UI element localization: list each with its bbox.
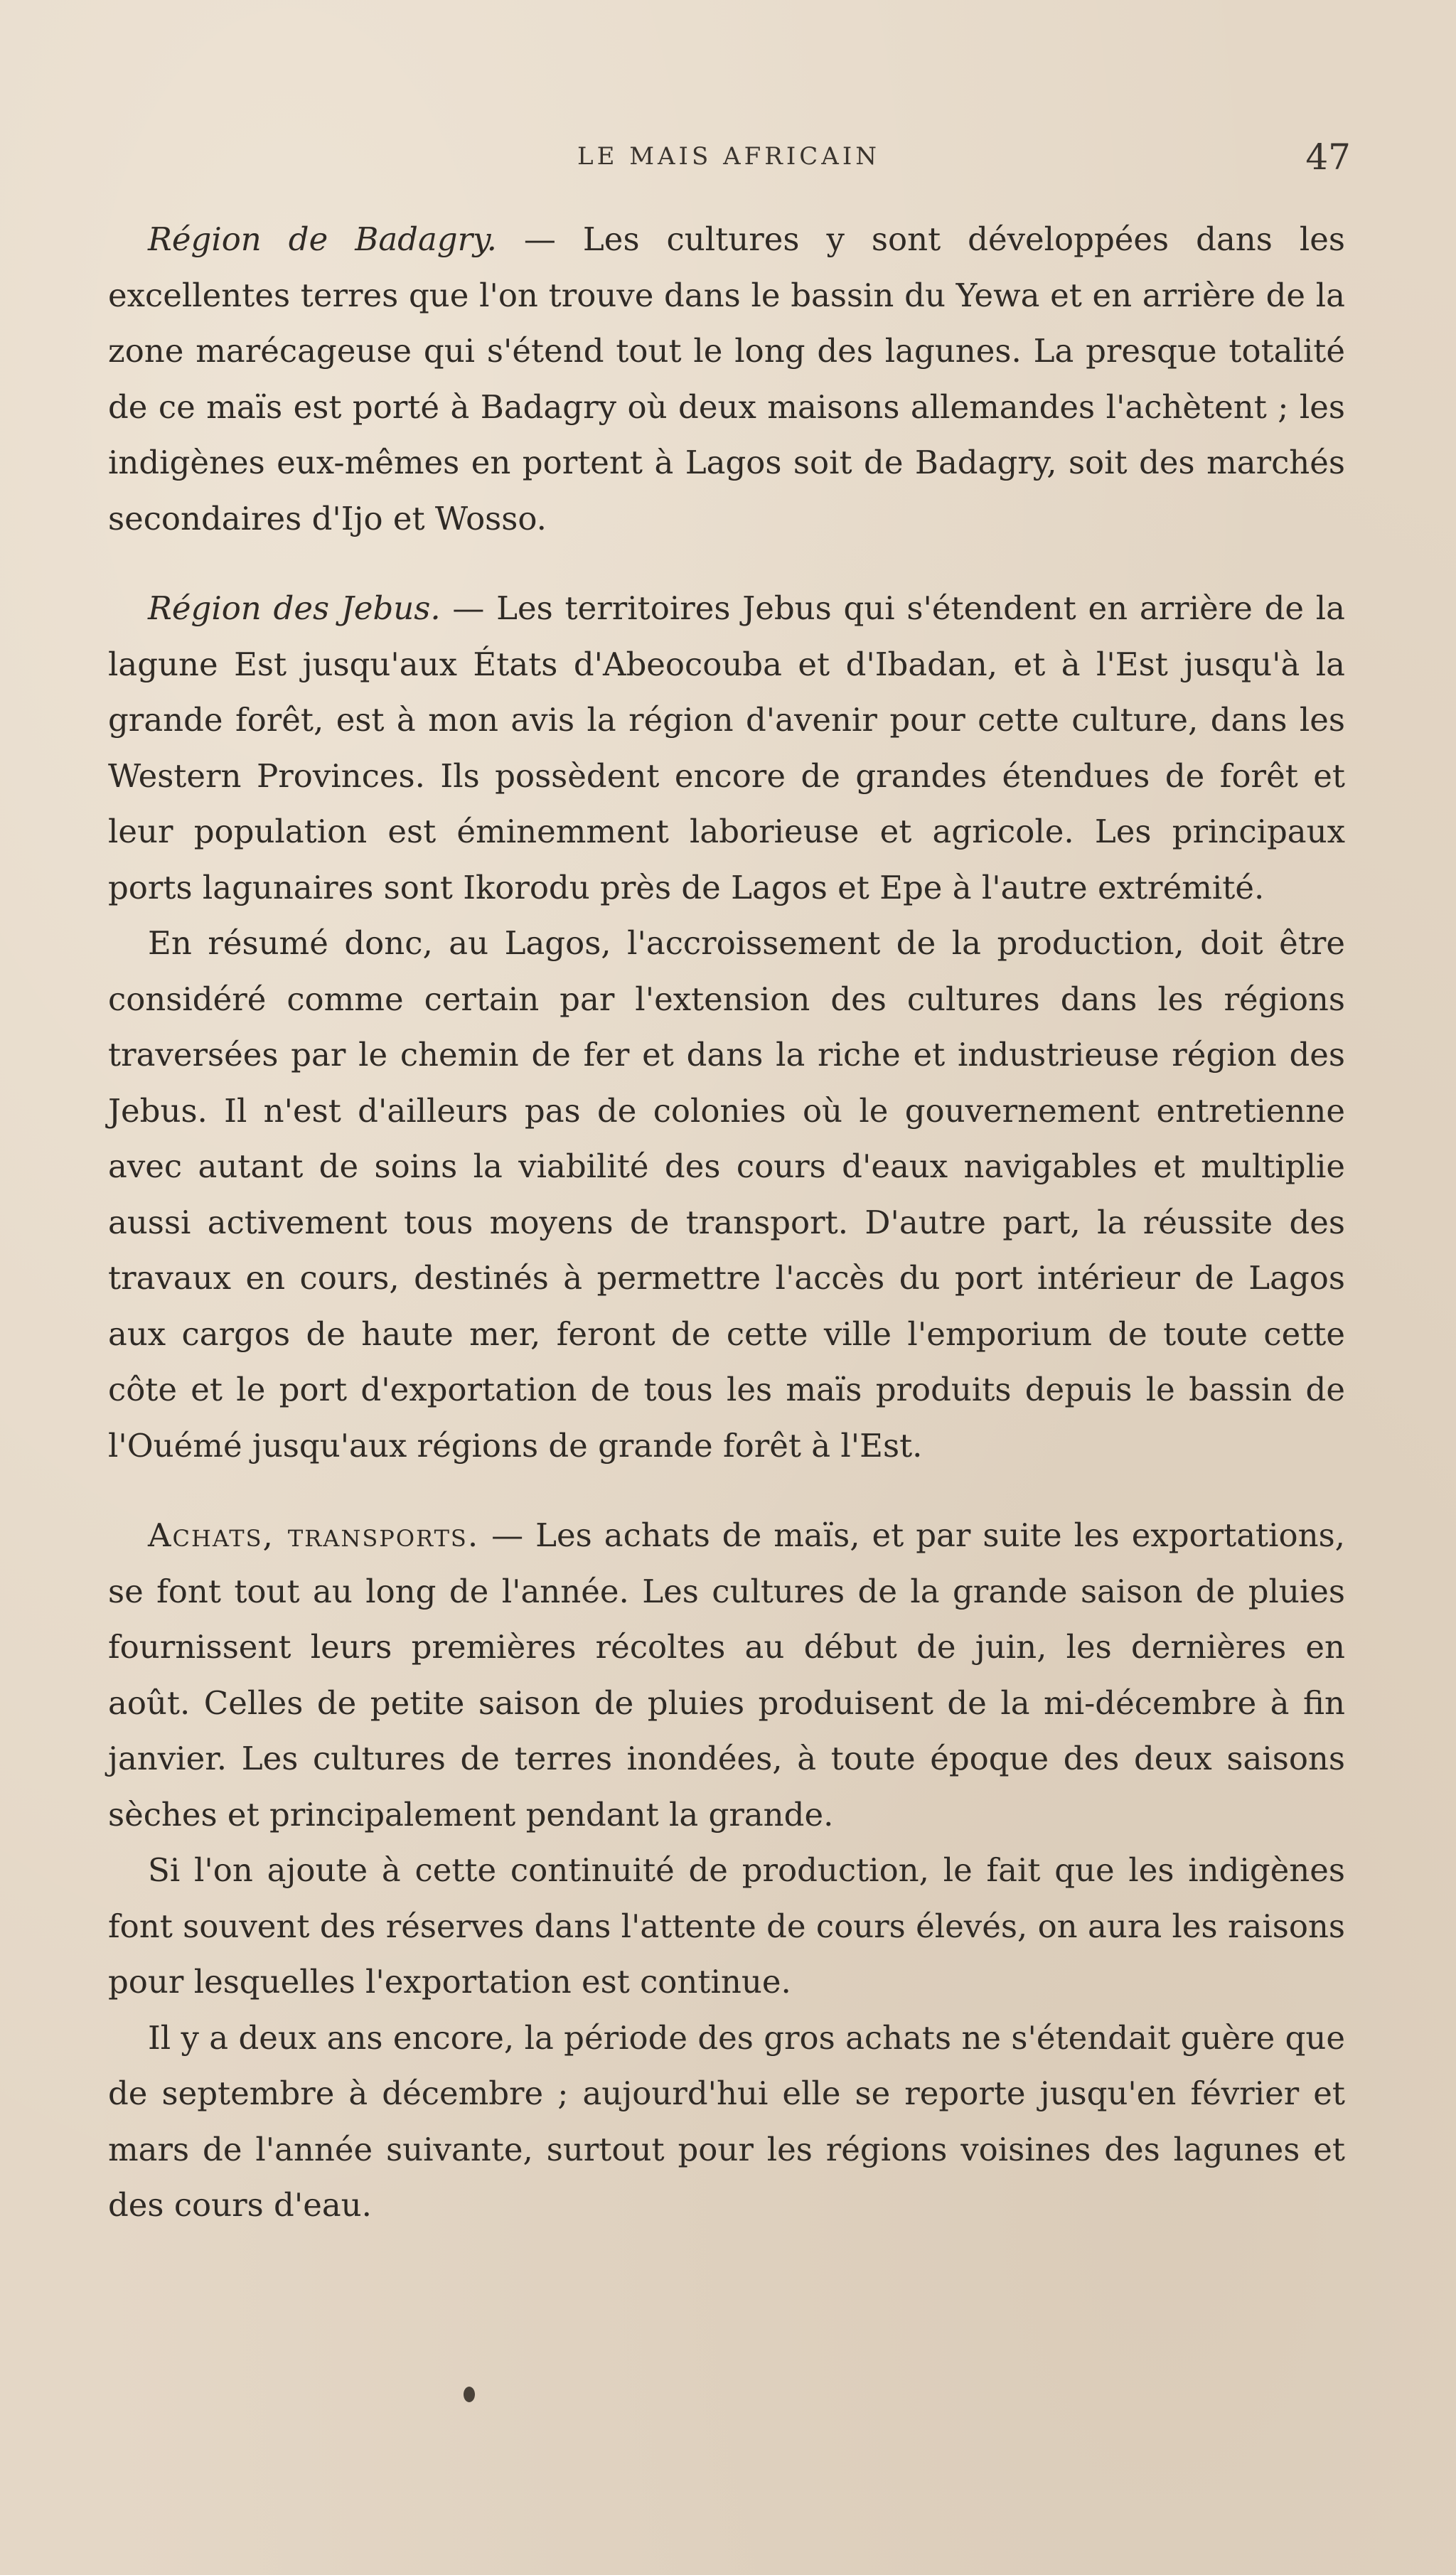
running-head: [107, 136, 1351, 185]
paragraph-jebus: [108, 581, 1345, 916]
running-title: LE MAIS AFRICAIN: [577, 142, 881, 171]
paragraph-text: — Les territoires Jebus qui s'étendent en arrière de la lagune Est jusqu'aux États d'Abeocouba et d'Ibadan, et à l'Est jusqu'à la grande forêt, est à mon avis la région d'avenir pour cette culture, dans les Western Provinces. Ils possèdent encore de grandes étendues de forêt et leur population est éminemment laborieuse et agricole. Les principaux ports lagunaires sont Ikorodu près de Lagos et Epe à l'autre extrémité.: [108, 589, 1345, 906]
paragraph-text: En résumé donc, au Lagos, l'accroissement de la production, doit être considéré comme certain par l'extension des cultures dans les régions traversées par le chemin de fer et dans la riche et industrieuse région des Jebus. Il n'est d'ailleurs pas de colonies où le gouvernement entretienne avec autant de soins la viabilité des cours d'eaux navigables et multiplie aussi activement tous moyens de transport. D'autre part, la réussite des travaux en cours, destinés à permettre l'accès du port intérieur de Lagos aux cargos de haute mer, feront de cette ville l'emporium de toute cette côte et le port d'exportation de tous les maïs produits depuis le bassin de l'Ouémé jusqu'aux régions de grande forêt à l'Est.: [108, 924, 1345, 1465]
paragraph-summary: [108, 916, 1345, 1474]
page-number: 47: [1305, 136, 1351, 178]
ink-dot-ornament: [464, 2387, 475, 2402]
run-in-heading-achats: Achats, transports.: [148, 1516, 480, 1554]
paragraph-achats: [108, 1508, 1345, 1843]
paragraph-text: — Les achats de maïs, et par suite les exportations, se font tout au long de l'année. Les cultures de la grande saison de pluies fournissent leurs premières récoltes au début de juin, les dernières en août. Celles de petite saison de pluies produisent de la mi-décembre à fin janvier. Les cultures de terres inondées, à toute époque des deux saisons sèches et principalement pendant la grande.: [108, 1516, 1345, 1833]
text-body: [108, 212, 1345, 2234]
paragraph-text: Si l'on ajoute à cette continuité de production, le fait que les indigènes font souvent des réserves dans l'attente de cours élevés, on aura les raisons pour lesquelles l'exportation est continue.: [108, 1851, 1345, 2001]
run-in-heading-jebus: Région des Jebus.: [148, 589, 441, 627]
run-in-heading-badagry: Région de Badagry.: [148, 220, 497, 258]
paragraph-badagry: [108, 212, 1345, 547]
paragraph-text: Il y a deux ans encore, la période des gros achats ne s'étendait guère que de septembre à décembre ; aujourd'hui elle se reporte jusqu'en février et mars de l'année suivante, surtout pour les régions voisines des lagunes et des cours d'eau.: [108, 2018, 1345, 2224]
paragraph-text: — Les cultures y sont développées dans les excellentes terres que l'on trouve dans le bassin du Yewa et en arrière de la zone marécageuse qui s'étend tout le long des lagunes. La presque totalité de ce maïs est porté à Badagry où deux maisons allemandes l'achètent ; les indigènes eux-mêmes en portent à Lagos soit de Badagry, soit des marchés secondaires d'Ijo et Wosso.: [108, 220, 1345, 537]
paragraph-continuity: [108, 1843, 1345, 2011]
paragraph-period: [108, 2011, 1345, 2234]
